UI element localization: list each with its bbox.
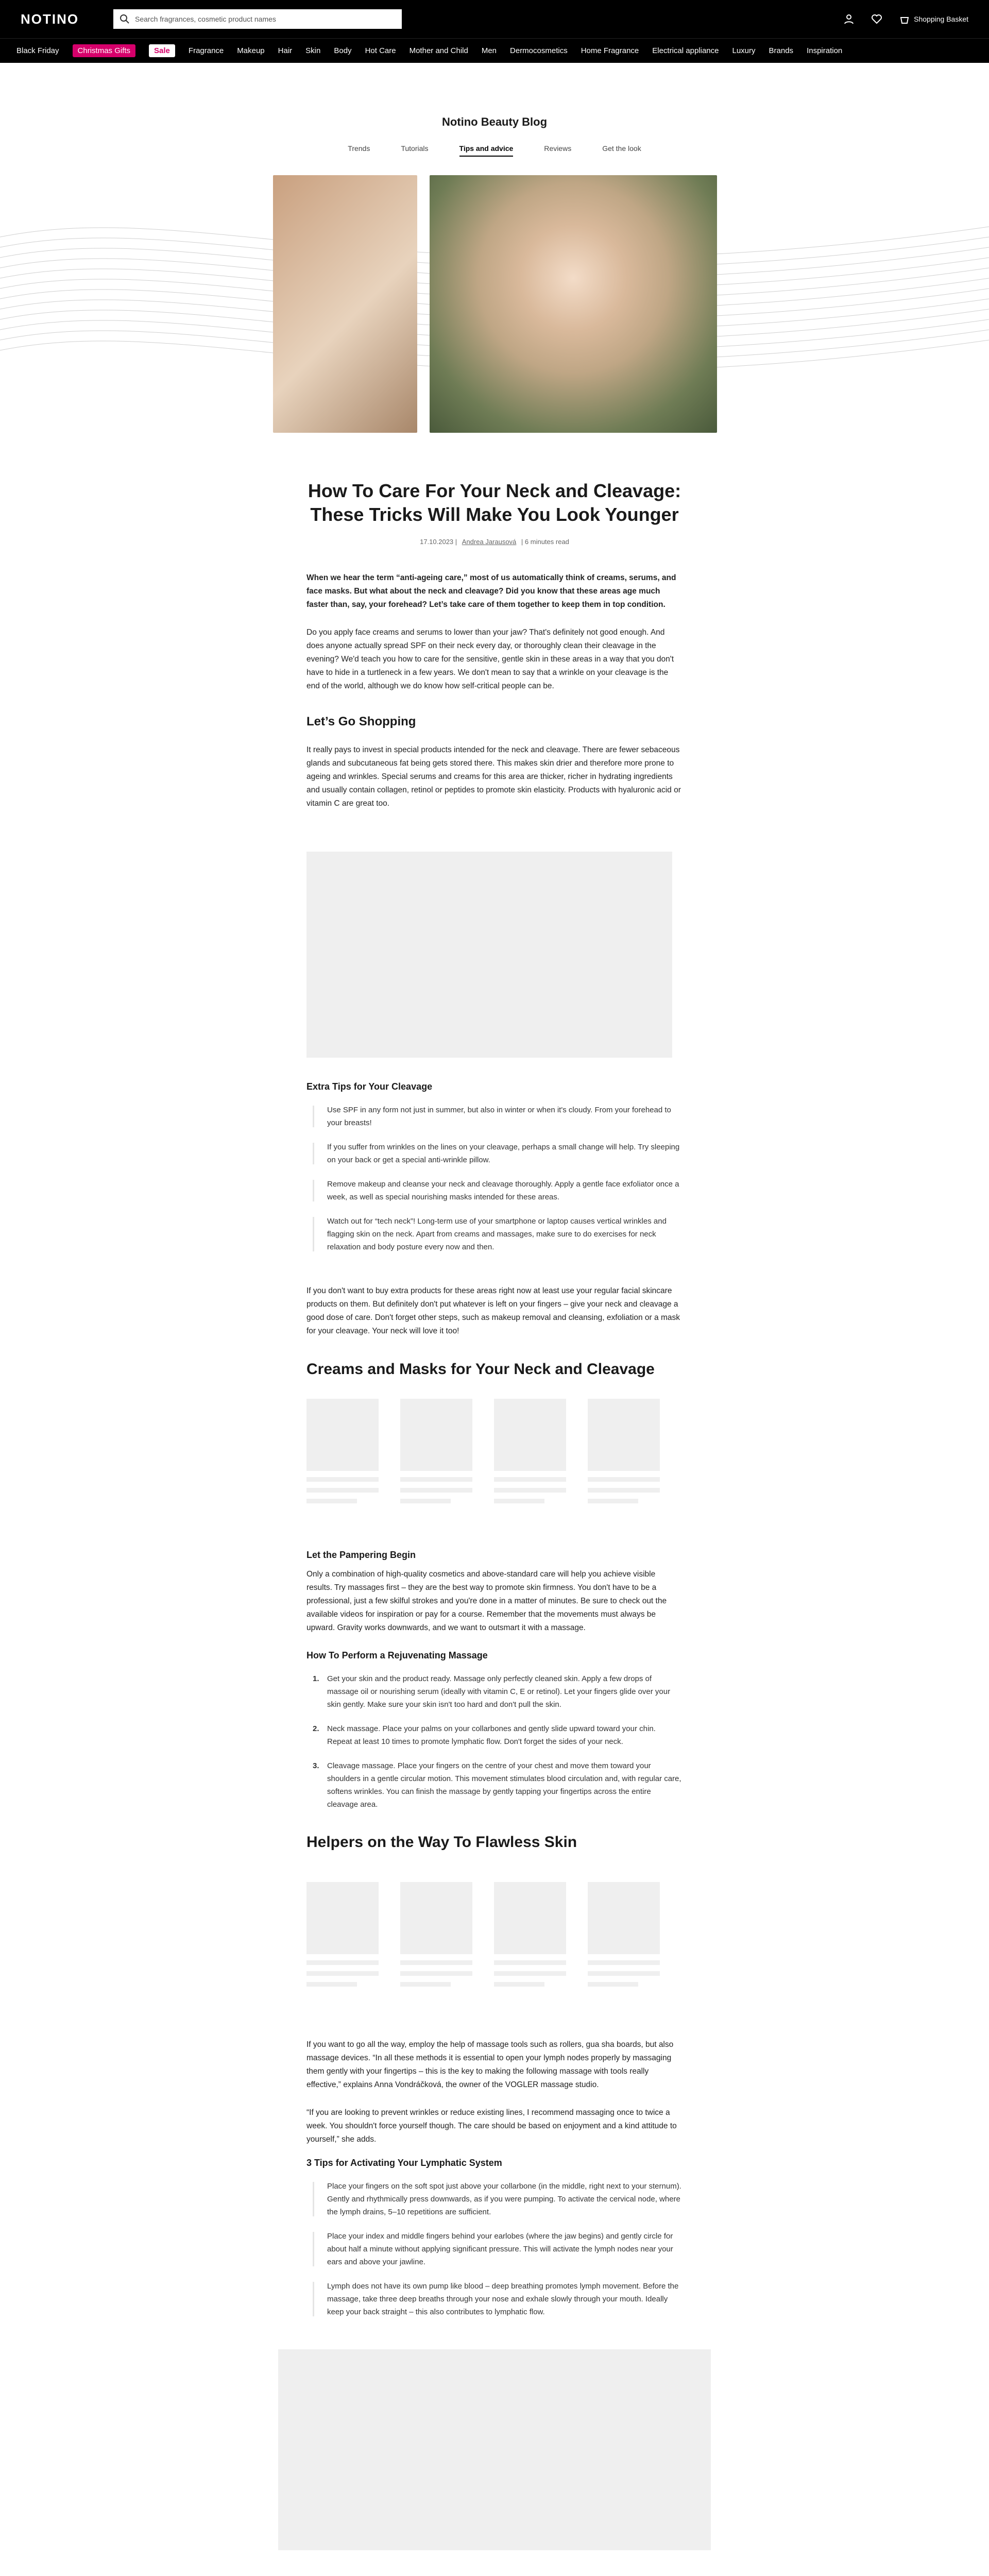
category-inspiration[interactable]: Inspiration bbox=[807, 46, 843, 55]
tab-reviews[interactable]: Reviews bbox=[544, 144, 572, 152]
tip-item: Remove makeup and cleanse your neck and cleavage thoroughly. Apply a gentle face exfoliator once a week, as well as special nourishing masks intended for these areas. bbox=[306, 1178, 683, 1204]
product-card[interactable] bbox=[306, 1399, 379, 1503]
tips-heading: Extra Tips for Your Cleavage bbox=[306, 1081, 433, 1092]
category-skin[interactable]: Skin bbox=[305, 46, 321, 55]
section-heading: Creams and Masks for Your Neck and Cleavage bbox=[306, 1361, 655, 1378]
article-paragraph: Only a combination of high-quality cosmetics and above-standard care will help you achieve visible results. Try massages first – they are the best way to promote skin firmness. You don't have to be a professional, just a few skilful strokes and you're done in a matter of minutes. Be sure to check out the available videos for inspiration or pay for a course. Remember that the movements must always be upward. Gravity works downwards, and we want to outsmart it with a massage. bbox=[306, 1570, 667, 1632]
category-hot-care[interactable]: Hot Care bbox=[365, 46, 396, 55]
basket-label: Shopping Basket bbox=[914, 15, 968, 23]
category-fragrance[interactable]: Fragrance bbox=[188, 46, 224, 55]
hero bbox=[0, 175, 989, 448]
tip-item: Lymph does not have its own pump like blood – deep breathing promotes lymph movement. Before the massage, take three deep breaths through your nose and exhale slowly through your mouth. Ideally keep your back straight – this also contributes to lymphatic flow. bbox=[306, 2280, 683, 2318]
section-heading: Helpers on the Way To Flawless Skin bbox=[306, 1834, 577, 1851]
lymph-tips bbox=[306, 2180, 683, 2318]
hero-photo-right bbox=[430, 175, 717, 433]
search-input[interactable] bbox=[113, 9, 402, 29]
product-carousel bbox=[306, 1882, 683, 1987]
search-icon bbox=[120, 14, 130, 24]
category-black-friday[interactable]: Black Friday bbox=[16, 46, 59, 55]
article-date: 17.10.2023 bbox=[420, 538, 454, 546]
product-card[interactable] bbox=[400, 1882, 472, 1987]
section-heading: Let the Pampering Begin bbox=[306, 1550, 416, 1560]
hero-image bbox=[273, 175, 717, 433]
product-card[interactable] bbox=[588, 1882, 660, 1987]
tip-item: Use SPF in any form not just in summer, but also in winter or when it's cloudy. From your forehead to your breasts! bbox=[306, 1104, 683, 1129]
blog-title[interactable]: Notino Beauty Blog bbox=[441, 115, 548, 128]
tip-item: If you suffer from wrinkles on the lines on your cleavage, perhaps a small change will help. Try sleeping on your back or get a special anti-wrinkle pillow. bbox=[306, 1141, 683, 1166]
basket-icon bbox=[899, 14, 910, 24]
massage-steps bbox=[306, 1672, 683, 1811]
basket-button[interactable] bbox=[899, 14, 968, 24]
notino-logo[interactable]: NOTINO bbox=[21, 11, 79, 27]
tip-item: Place your index and middle fingers behind your earlobes (where the jaw begins) and gently circle for about half a minute without applying significant pressure. This will activate the lymph nodes near your ears and above your jawline. bbox=[306, 2230, 683, 2268]
article-read-time: 6 minutes read bbox=[524, 538, 569, 546]
tab-get-the-look[interactable]: Get the look bbox=[602, 144, 641, 152]
product-carousel bbox=[306, 1399, 683, 1503]
category-christmas-gifts[interactable]: Christmas Gifts bbox=[73, 44, 136, 57]
product-banner-placeholder[interactable] bbox=[306, 852, 672, 1058]
category-men[interactable]: Men bbox=[481, 46, 497, 55]
wishlist-icon[interactable] bbox=[872, 14, 882, 24]
hero-photo-left bbox=[273, 175, 417, 433]
section-heading: How To Perform a Rejuvenating Massage bbox=[306, 1650, 488, 1660]
tip-item: Watch out for “tech neck”! Long-term use of your smartphone or laptop causes vertical wrinkles and flagging skin on the neck. Apart from creams and massages, make sure to do exercises for neck relaxation and body posture every now and then. bbox=[306, 1215, 683, 1253]
article-quote: “If you are looking to prevent wrinkles or reduce existing lines, I recommend massaging once to twice a week. You shouldn't force yourself though. The care should be based on enjoyment and a kind attitude to yourself,” she adds. bbox=[306, 2108, 677, 2144]
section-heading: Let’s Go Shopping bbox=[306, 715, 416, 728]
blog-header bbox=[0, 63, 989, 157]
tab-trends[interactable]: Trends bbox=[348, 144, 370, 152]
article-lead: When we hear the term “anti-ageing care,” most of us automatically think of creams, serums, and face masks. But what about the neck and cleavage? Did you know that these areas age much faster than, say, your forehead? Let’s take care of them together to keep them in top condition. bbox=[306, 573, 676, 609]
tab-tips-advice[interactable]: Tips and advice bbox=[459, 144, 514, 157]
article-author[interactable]: Andrea Jarausová bbox=[462, 538, 517, 546]
product-card[interactable] bbox=[306, 1882, 379, 1987]
category-dermocosmetics[interactable]: Dermocosmetics bbox=[510, 46, 568, 55]
category-electrical[interactable]: Electrical appliance bbox=[652, 46, 719, 55]
category-sale[interactable]: Sale bbox=[149, 44, 175, 57]
tips-list bbox=[306, 1104, 683, 1253]
tip-item: Place your fingers on the soft spot just above your collarbone (in the middle, right next to your sternum). Gently and rhythmically press downwards, as if you were pumping. To activate the cervical node, where the lymph drains, 5–10 repetitions are sufficient. bbox=[306, 2180, 683, 2218]
blog-tabs bbox=[0, 144, 989, 157]
category-home-fragrance[interactable]: Home Fragrance bbox=[581, 46, 639, 55]
video-placeholder[interactable] bbox=[278, 2349, 711, 2550]
product-card[interactable] bbox=[588, 1399, 660, 1503]
article-paragraph: It really pays to invest in special products intended for the neck and cleavage. There are fewer sebaceous glands and subcutaneous fat being gets stored there. This makes skin drier and therefore more prone to ageing and wrinkles. Special serums and creams for this area are thicker, richer in hydrating ingredients and usually contain collagen, retinol or peptides to promote skin elasticity. Products with hyaluronic acid or vitamin C are great too. bbox=[306, 745, 681, 808]
product-card[interactable] bbox=[494, 1882, 566, 1987]
search-placeholder: Search fragrances, cosmetic product names bbox=[135, 15, 276, 23]
category-mother-child[interactable]: Mother and Child bbox=[409, 46, 468, 55]
article bbox=[306, 479, 683, 2576]
article-paragraph: If you want to go all the way, employ the help of massage tools such as rollers, gua sha boards, but also massage devices. “In all these methods it is essential to open your lymph nodes properly by massaging them gently with your fingertips – this is the key to making the following massage with tools really effective,” explains Anna Vondráčková, the owner of the VOGLER massage studio. bbox=[306, 2040, 674, 2089]
top-bar bbox=[0, 0, 989, 38]
step-item: Get your skin and the product ready. Massage only perfectly cleaned skin. Apply a few drops of massage oil or nourishing serum (ideally with vitamin C, E or retinol). Let your fingers glide over your skin gently. Make sure your skin isn't too hard and don't pull the skin. bbox=[327, 1674, 671, 1709]
article-paragraph: If you don't want to buy extra products for these areas right now at least use your regular facial skincare products on them. But definitely don't put whatever is left on your fingers – give your neck and cleavage a good dose of care. Don't forget other steps, such as makeup removal and cleansing, exfoliation or a mask for your cleavage. Your neck will love it too! bbox=[306, 1286, 680, 1335]
step-item: Neck massage. Place your palms on your collarbones and gently slide upward toward your chin. Repeat at least 10 times to promote lymphatic flow. Don't forget the sides of your neck. bbox=[327, 1724, 656, 1746]
step-item: Cleavage massage. Place your fingers on the centre of your chest and move them toward your shoulders in a gentle circular motion. This movement stimulates blood circulation and, with regular care, softens wrinkles. You can finish the massage by gently tapping your fingertips across the entire cleavage area. bbox=[327, 1761, 681, 1809]
section-heading: 3 Tips for Activating Your Lymphatic System bbox=[306, 2158, 502, 2168]
article-title: How To Care For Your Neck and Cleavage: These Tricks Will Make You Look Younger bbox=[308, 480, 681, 525]
tab-tutorials[interactable]: Tutorials bbox=[401, 144, 429, 152]
article-meta: 17.10.2023 | Andrea Jarausová | 6 minutes read bbox=[420, 538, 569, 546]
category-makeup[interactable]: Makeup bbox=[237, 46, 265, 55]
category-brands[interactable]: Brands bbox=[769, 46, 794, 55]
product-card[interactable] bbox=[494, 1399, 566, 1503]
category-hair[interactable]: Hair bbox=[278, 46, 293, 55]
product-card[interactable] bbox=[400, 1399, 472, 1503]
category-nav bbox=[0, 38, 989, 63]
category-luxury[interactable]: Luxury bbox=[732, 46, 756, 55]
article-paragraph: Do you apply face creams and serums to lower than your jaw? That's definitely not good enough. And does anyone actually spread SPF on their neck every day, or thoroughly clean their cleavage in the evening? We'd teach you how to care for the sensitive, gentle skin in these areas in a way that you don't have to hide in a turtleneck in a few years. We don't mean to say that a wrinkle on your cleavage is the end of the world, although we do know how self-critical people can be. bbox=[306, 628, 674, 690]
account-icon[interactable] bbox=[844, 14, 854, 24]
category-body[interactable]: Body bbox=[334, 46, 352, 55]
